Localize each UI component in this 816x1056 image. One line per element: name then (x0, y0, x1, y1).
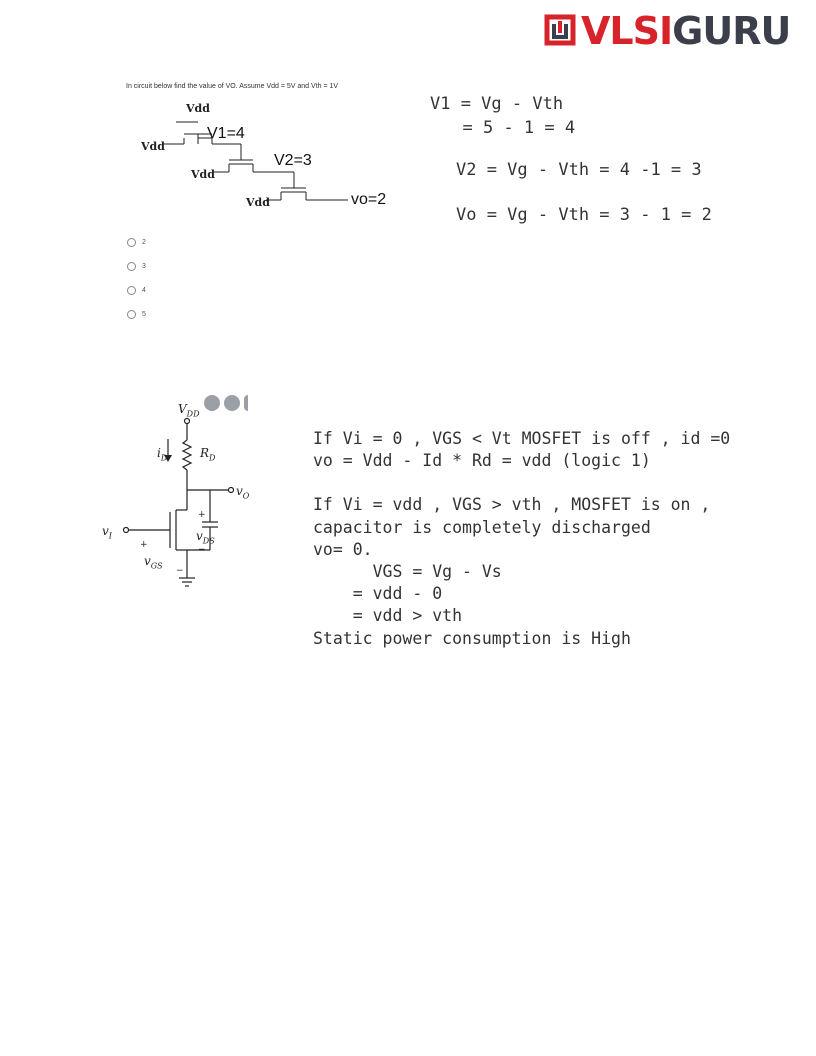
logo-text: VLSIGURU (581, 9, 791, 53)
vlsiguru-logo (543, 8, 808, 54)
vdd-mid-label: Vdd (191, 168, 215, 181)
explanation-line: vo= 0. (313, 539, 373, 559)
image-toolbar[interactable] (204, 395, 248, 411)
vdd-left-label: Vdd (141, 140, 165, 153)
question-text: In circuit below find the value of VO. Assume Vdd = 5V and Vth = 1V (126, 83, 339, 90)
radio-icon[interactable] (127, 238, 136, 247)
id-label: $i_D$ (157, 446, 168, 463)
vgs-minus: − (176, 566, 184, 576)
explanation-line: capacitor is completely discharged (313, 517, 651, 537)
more-icon[interactable] (224, 395, 240, 411)
vdd-bottom-label: Vdd (246, 196, 270, 209)
radio-icon[interactable] (127, 262, 136, 271)
option-2[interactable]: 2 (127, 238, 146, 247)
option-5[interactable]: 5 (127, 310, 146, 319)
vgs-plus: + (140, 540, 148, 550)
solution-line-4: Vo = Vg - Vth = 3 - 1 = 2 (456, 205, 712, 225)
option-4[interactable]: 4 (127, 286, 146, 295)
vds-minus: − (198, 545, 206, 555)
vdd-label: $V_{DD}$ (178, 402, 200, 419)
partial-icon (244, 395, 248, 411)
radio-icon[interactable] (127, 286, 136, 295)
explanation-line (313, 472, 730, 494)
vdd-top-label: Vdd (186, 102, 210, 115)
expand-icon[interactable] (204, 395, 220, 411)
solution-line-1: V1 = Vg - Vth (430, 94, 564, 114)
explanation-line: VGS = Vg - Vs (313, 562, 502, 582)
v2-label: V2=3 (274, 152, 312, 169)
solution-line-3: V2 = Vg - Vth = 4 -1 = 3 (456, 160, 702, 180)
explanation-line: vo = Vdd - Id * Rd = vdd (logic 1) (313, 451, 651, 471)
vi-label: $v_I$ (102, 524, 112, 541)
explanation-line: If Vi = 0 , VGS < Vt MOSFET is off , id =0 (313, 429, 731, 448)
explanation-line: Static power consumption is High (313, 628, 631, 648)
vgs-label: $v_{GS}$ (144, 554, 163, 571)
explanation-block (313, 428, 730, 650)
v1-label: V1=4 (207, 125, 245, 142)
radio-icon[interactable] (127, 310, 136, 319)
solution-line-2: = 5 - 1 = 4 (442, 118, 576, 138)
logo-mark-icon (543, 13, 577, 49)
option-3[interactable]: 3 (127, 262, 146, 271)
vds-label: $v_{DS}$ (196, 529, 215, 546)
vds-plus: + (198, 510, 206, 520)
vo-output-label: $v_O$ (236, 484, 250, 501)
vo-label: vo=2 (351, 191, 387, 208)
explanation-line: If Vi = vdd , VGS > vth , MOSFET is on , (313, 495, 711, 515)
explanation-line: = vdd - 0 (313, 584, 443, 604)
rd-label: $R_D$ (200, 446, 216, 463)
explanation-line: = vdd > vth (313, 606, 463, 626)
